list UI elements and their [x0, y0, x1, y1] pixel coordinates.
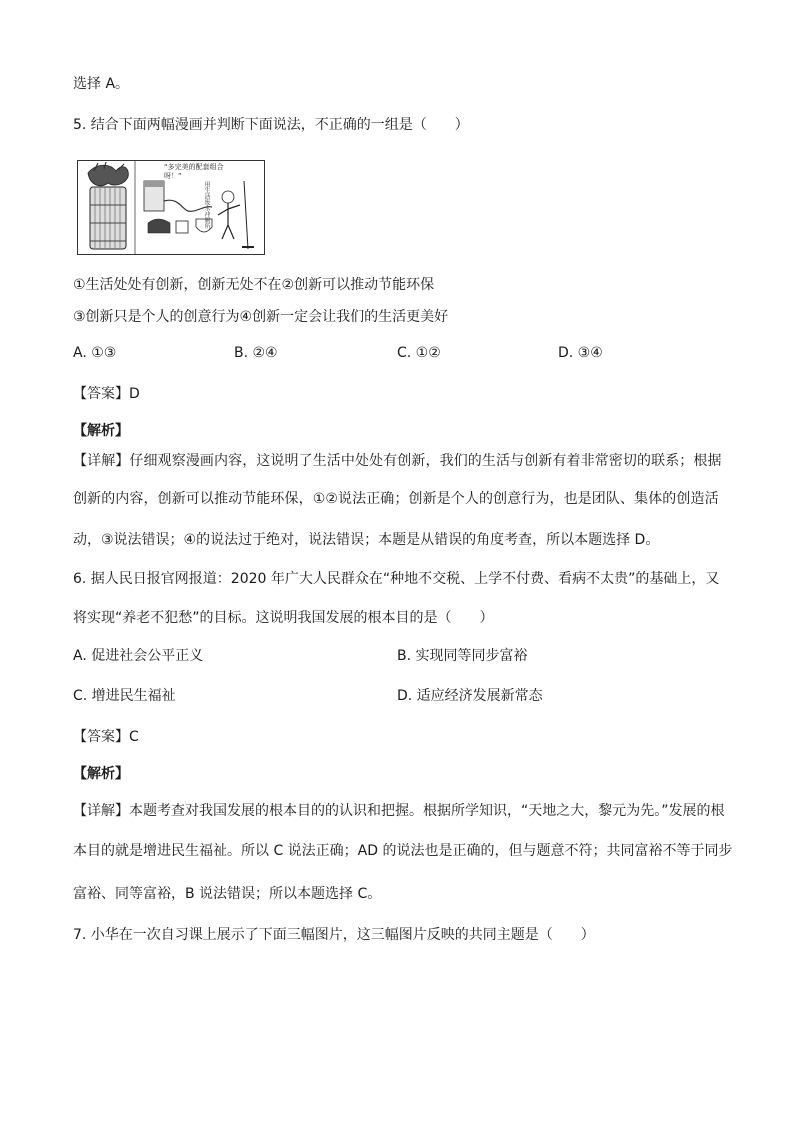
- question-6-analysis-label: 【解析】: [73, 766, 129, 782]
- question-6-option-c: C. 增进民生福祉: [73, 688, 176, 704]
- question-5-option-a: A. ①③: [73, 345, 117, 361]
- question-6-option-a: A. 促进社会公平正义: [73, 648, 204, 664]
- question-5-statements-line-1: ①生活处处有创新，创新无处不在②创新可以推动节能环保: [73, 277, 435, 293]
- question-5-analysis-label: 【解析】: [73, 423, 129, 439]
- question-5-option-d: D. ③④: [558, 345, 603, 361]
- question-5-answer: 【答案】D: [73, 386, 140, 402]
- question-5-detail-line-2: 创新的内容，创新可以推动节能环保，①②说法正确；创新是个人的创意行为，也是团队、集体的创造活: [73, 491, 719, 507]
- question-6-answer: 【答案】C: [73, 729, 139, 745]
- question-5-detail-line-3: 动，③说法错误；④的说法过于绝对，说法错误；本题是从错误的角度考查，所以本题选择 D。: [73, 532, 660, 548]
- question-6-option-b: B. 实现同等同步富裕: [397, 648, 528, 664]
- cartoon-right-caption: “多完美的配套组合呀！”: [164, 163, 224, 180]
- question-6-stem-line-2: 将实现“养老不犯愁”的目标。这说明我国发展的根本目的是（ ）: [73, 610, 494, 626]
- bamboo-basket-drawing: [88, 162, 128, 249]
- previous-answer-tail: 选择 A。: [73, 76, 130, 92]
- question-5-cartoon: [77, 160, 265, 255]
- question-5-option-c: C. ①②: [397, 345, 441, 361]
- washing-machine-toilet-drawing: [144, 181, 254, 249]
- cartoon-vertical-text: 用生活废水冲厕所: [203, 181, 210, 229]
- question-5-statements-line-2: ③创新只是个人的创意行为④创新一定会让我们的生活更美好: [73, 309, 449, 325]
- question-5-option-b: B. ②④: [234, 345, 278, 361]
- question-6-detail-line-3: 富裕、同等富裕，B 说法错误；所以本题选择 C。: [73, 886, 382, 902]
- question-5-stem: 5. 结合下面两幅漫画并判断下面说法，不正确的一组是（ ）: [73, 117, 469, 133]
- question-6-option-d: D. 适应经济发展新常态: [397, 688, 543, 704]
- question-5-detail-line-1: 【详解】仔细观察漫画内容，这说明了生活中处处有创新，我们的生活与创新有着非常密切的联系；根据: [73, 453, 722, 469]
- question-7-stem: 7. 小华在一次自习课上展示了下面三幅图片，这三幅图片反映的共同主题是（ ）: [73, 927, 595, 943]
- question-6-stem-line-1: 6. 据人民日报官网报道：2020 年广大人民群众在“种地不交税、上学不付费、看病不太贵”的基础上，又: [73, 571, 720, 587]
- question-6-detail-line-1: 【详解】本题考查对我国发展的根本目的的认识和把握。根据所学知识，“天地之大，黎元为先。”发展的根: [73, 803, 725, 819]
- question-6-detail-line-2: 本目的就是增进民生福祉。所以 C 说法正确；AD 的说法也是正确的，但与题意不符；共同富裕不等于同步: [73, 843, 733, 859]
